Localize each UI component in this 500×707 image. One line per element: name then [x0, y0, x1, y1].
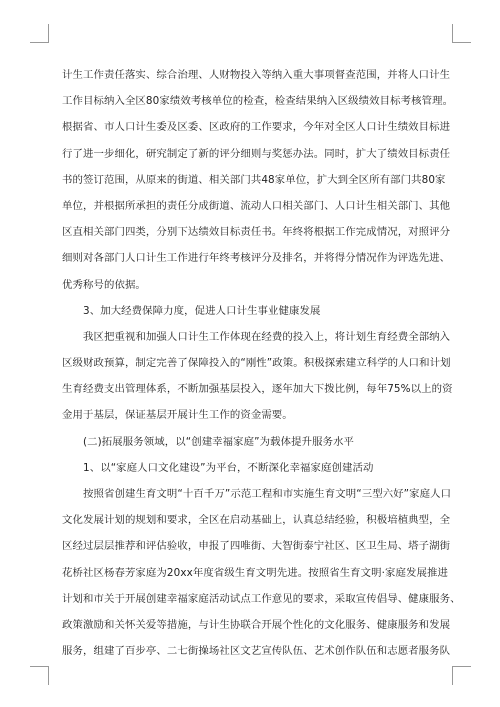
text-line: 区级财政预算，制定完善了保障投入的“刚性”政策。积极探索建立科学的人口和计划 [62, 357, 451, 370]
section-heading: 1、以“家庭人口文化建设”为平台，不断深化幸福家庭创建活动 [83, 461, 374, 474]
section-heading: 3、加大经费保障力度，促进人口计生事业健康发展 [83, 304, 321, 317]
text-line: 行了进一步细化，研究制定了新的评分细则与奖惩办法。同时，扩大了绩效目标责任 [62, 147, 451, 160]
text-line: 文化发展计划的规划和要求，全区在启动基础上，认真总结经验，积极培植典型，全 [62, 514, 451, 527]
crop-mark-bottom-right [452, 666, 471, 685]
text-line: 区经过层层推荐和评估验收，申报了四唯街、大智街泰宁社区、区卫生局、塔子湖街 [62, 540, 451, 553]
text-line: 政策激励和关怀关爱等措施，与计生协联合开展个性化的文化服务、健康服务和发展 [62, 618, 451, 631]
crop-mark-top-right [452, 24, 471, 43]
text-line: 金用于基层，保证基层开展计生工作的资金需要。 [62, 409, 293, 422]
text-line: 计生工作责任落实、综合治理、人财物投入等纳入重大事项督查范围，并将人口计生 [62, 69, 451, 81]
text-line: 细则对各部门人口计生工作进行年终考核评分及排名，并将得分情况作为评选先进、 [62, 252, 451, 265]
text-line: 计划和市关于开展创建幸福家庭活动试点工作意见的要求，采取宣传倡导、健康服务、 [62, 592, 461, 605]
section-heading: (二)拓展服务领域，以“创建幸福家庭”为载体提升服务水平 [83, 435, 355, 448]
text-line: 生育经费支出管理体系，不断加强基层投入，逐年加大下拨比例，每年75%以上的资 [62, 383, 453, 396]
text-line: 按照省创建生育文明“十百千万”示范工程和市实施生育文明“三型六好”家庭人口 [83, 488, 452, 500]
crop-mark-bottom-left [30, 666, 49, 685]
text-line: 书的签订范围，从原来的街道、相关部门共48家单位，扩大到全区所有部门共80家 [62, 173, 446, 186]
text-line: 优秀称号的依据。 [62, 278, 146, 291]
text-line: 区直相关部门四类，分别下达绩效目标责任书。年终将根据工作完成情况，对照评分 [62, 226, 451, 239]
text-line: 根据省、市人口计生委及区委、区政府的工作要求，今年对全区人口计生绩效目标进 [62, 121, 451, 134]
body-text [62, 62, 461, 664]
text-line: 服务，组建了百步亭、二七街操场社区文艺宣传队伍、艺术创作队伍和志愿者服务队 [62, 645, 451, 658]
text-line: 花桥社区杨春芳家庭为20xx年度省级生育文明先进。按照省生育文明·家庭发展推进 [62, 566, 449, 579]
crop-mark-top-left [30, 24, 49, 43]
text-line: 工作目标纳入全区80家绩效考核单位的检查，检查结果纳入区级绩效目标考核管理。 [62, 95, 454, 108]
text-line: 我区把重视和加强人口计生工作体现在经费的投入上，将计划生育经费全部纳入 [83, 330, 451, 343]
text-line: 单位，并根据所承担的责任分成街道、流动人口相关部门、人口计生相关部门、其他 [62, 199, 451, 212]
